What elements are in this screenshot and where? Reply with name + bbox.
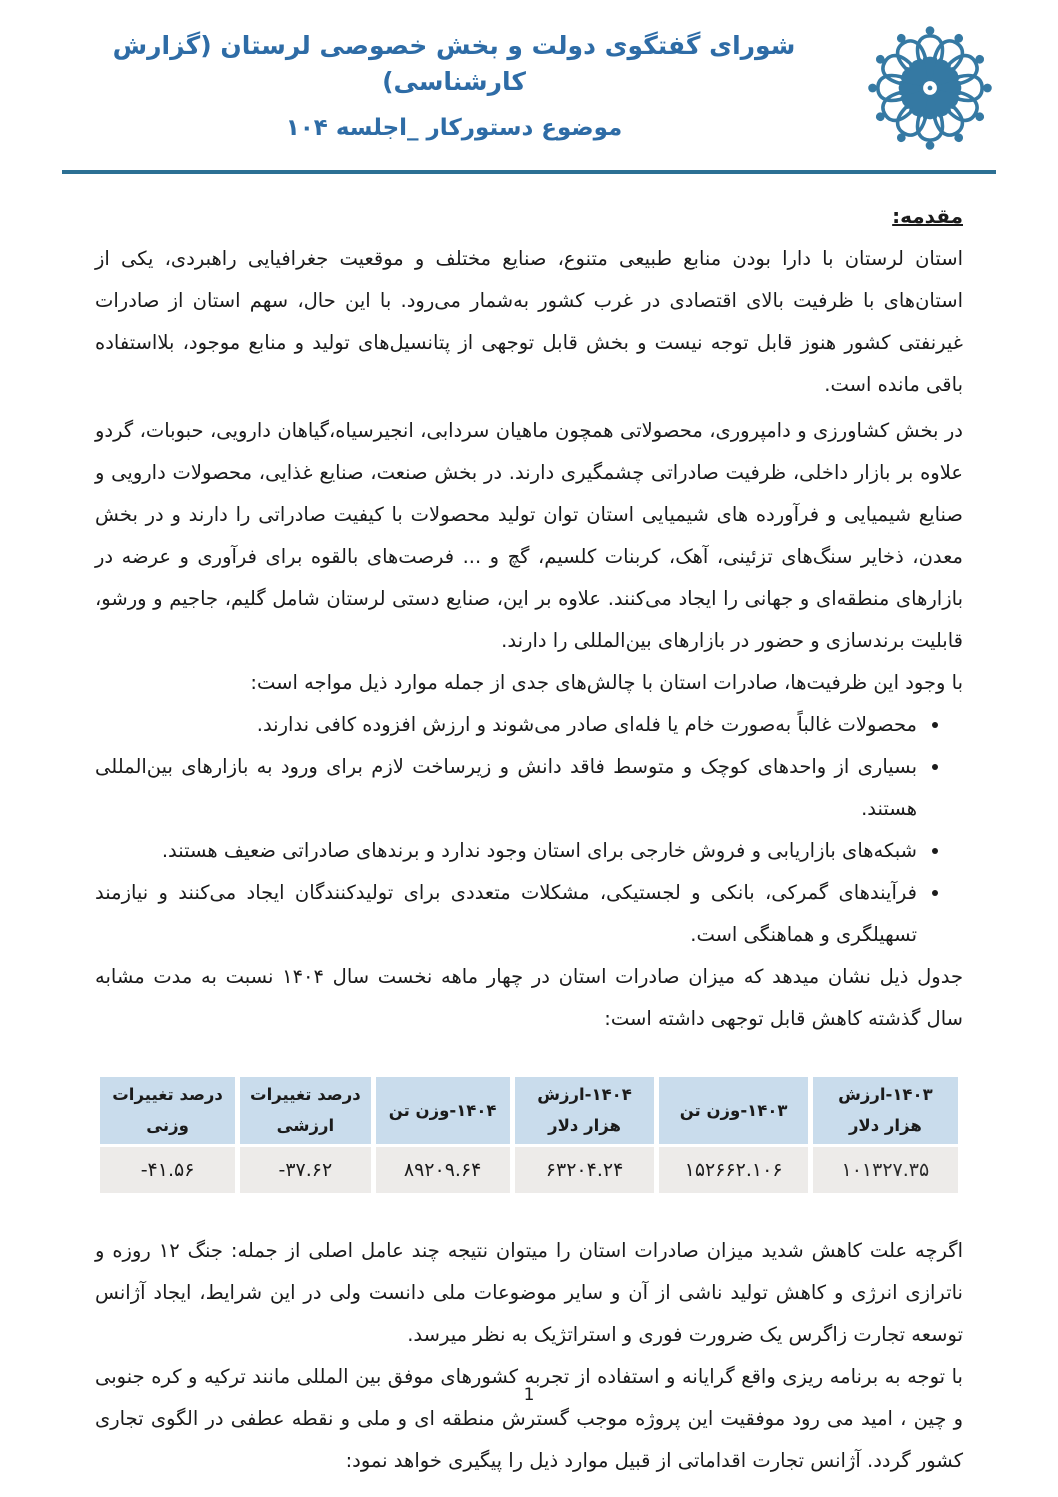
challenges-list xyxy=(95,704,963,956)
cell-weight-change: -۴۱.۵۶ xyxy=(100,1147,235,1193)
cell-1404-value: ۶۳۲۰۴.۲۴ xyxy=(515,1147,655,1193)
page-number: 1 xyxy=(523,1385,535,1405)
intro-paragraph-2: در بخش کشاورزی و دامپروری، محصولاتی همچون ماهیان سردابی، انجیرسیاه،گیاهان دارویی، حبوبات، گردو علاوه بر بازار داخلی، ظرفیت صادراتی چشمگیری دارند. در بخش صنعت، صنایع غذایی، محصولات دارویی و صنایع شیمیایی و فرآورده های شیمیایی استان توان تولید محصولات با کیفیت صادراتی را دارند و در بخش معدن، ذخایر سنگ‌های تزئینی، آهک، کربنات کلسیم، گچ و ... فرصت‌های بالقوه برای فرآوری و عرضه در بازارهای منطقه‌ای و جهانی را ایجاد می‌کنند. علاوه بر این، صنایع دستی لرستان شامل گلیم، جاجیم و ورشو، قابلیت برندسازی و حضور در بازارهای بین‌المللی را دارند. xyxy=(95,419,963,652)
challenge-item: • فرآیندهای گمرکی، بانکی و لجستیکی، مشکلات متعددی برای تولیدکنندگان ایجاد می‌کنند و نیازمند تسهیلگری و هماهنگی است. xyxy=(95,872,919,956)
challenge-item: • شبکه‌های بازاریابی و فروش خارجی برای استان وجود ندارد و برندهای صادراتی ضعیف هستند. xyxy=(95,830,919,872)
cell-1403-weight: ۱۵۲۶۶۲.۱۰۶ xyxy=(659,1147,807,1193)
document-title: شورای گفتگوی دولت و بخش خصوصی لرستان (گزارش کارشناسی) xyxy=(112,31,796,97)
document-subtitle: موضوع دستورکار _اجلسه ۱۰۴ xyxy=(285,114,623,141)
challenge-item: • محصولات غالباً به‌صورت خام یا فله‌ای صادر می‌شوند و ارزش افزوده کافی ندارند. xyxy=(95,704,919,746)
exports-comparison-table xyxy=(95,1074,963,1196)
column-header-value-change: درصد تغییرات ارزشی xyxy=(240,1077,371,1144)
cell-value-change: -۳۷.۶۲ xyxy=(240,1147,371,1193)
intro-paragraph-1: استان لرستان با دارا بودن منابع طبیعی متنوع، صنایع مختلف و موقعیت جغرافیایی راهبردی، یکی از استان‌های با ظرفیت بالای اقتصادی در غرب کشور به‌شمار می‌رود. با این حال، سهم استان از صادرات غیرنفتی کشور هنوز قابل توجه نیست و بخش قابل توجهی از پتانسیل‌های تولید و منابع موجود، بلااستفاده باقی مانده است. xyxy=(95,247,963,396)
column-header-weight-change: درصد تغییرات وزنی xyxy=(100,1077,235,1144)
analysis-paragraph: اگرچه علت کاهش شدید میزان صادرات استان را میتوان نتیجه چند عامل اصلی از جمله: جنگ ۱۲ روزه و ناترازی انرژی و کاهش تولید ناشی از آن و سایر موضوعات ملی دانست ولی در این شرایط، ایجاد آژانس توسعه تجارت زاگرس یک ضرورت فوری و استراتژیک به نظر میرسد. xyxy=(95,1238,964,1346)
column-header-1403-value: ۱۴۰۳-ارزش هزار دلار xyxy=(813,1077,958,1144)
header-divider xyxy=(62,170,996,174)
table-header-row xyxy=(100,1077,958,1144)
column-header-1403-weight: ۱۴۰۳-وزن تن xyxy=(659,1077,807,1144)
section-heading-intro: مقدمه: xyxy=(892,204,963,228)
table-intro: جدول ذیل نشان میدهد که میزان صادرات استان در چهار ماهه نخست سال ۱۴۰۴ نسبت به مدت مشابه سال گذشته کاهش قابل توجهی داشته است: xyxy=(95,965,963,1030)
header-titles xyxy=(62,28,846,148)
closing-paragraph: با توجه به برنامه ریزی واقع گرایانه و استفاده از تجربه کشورهای موفق بین المللی مانند ترکیه و کره جنوبی و چین ، امید می رود موفقیت این پروژه موجب گسترش منطقه ای و ملی و نقطه عطفی در الگوی تجاری کشور گردد. آژانس تجارت اقداماتی از قبیل موارد ذیل را پیگیری خواهد نمود: xyxy=(95,1364,963,1472)
council-mandala-logo-icon xyxy=(864,22,996,154)
document-body xyxy=(95,200,963,1482)
column-header-1404-value: ۱۴۰۴-ارزش هزار دلار xyxy=(515,1077,655,1144)
challenge-item: • بسیاری از واحدهای کوچک و متوسط فاقد دانش و زیرساخت لازم برای ورود به بازارهای بین‌المللی هستند. xyxy=(95,746,919,830)
challenges-intro: با وجود این ظرفیت‌ها، صادرات استان با چالش‌های جدی از جمله موارد ذیل مواجه است: xyxy=(250,671,963,694)
table-data-row xyxy=(100,1147,958,1193)
cell-1403-value: ۱۰۱۳۲۷.۳۵ xyxy=(813,1147,958,1193)
column-header-1404-weight: ۱۴۰۴-وزن تن xyxy=(376,1077,510,1144)
document-header xyxy=(0,0,1058,164)
cell-1404-weight: ۸۹۲۰۹.۶۴ xyxy=(376,1147,510,1193)
